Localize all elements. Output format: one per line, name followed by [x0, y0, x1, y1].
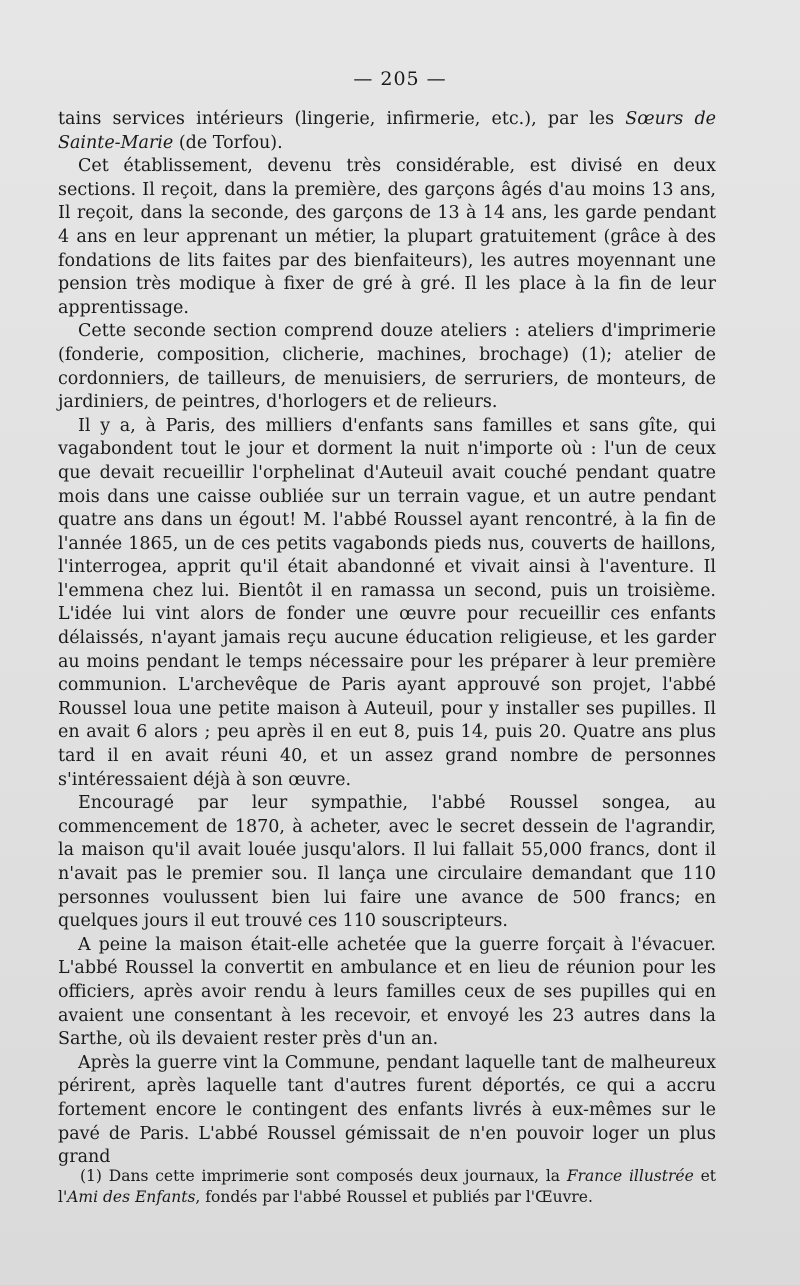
paragraph-2-text: Cet établissement, devenu très considérable, est divisé en deux sections. Il reçoit, dans la première, des garçons âgés d'au moins 13 ans, Il reçoit, dans la seconde, des garçons de 13 à 14 ans, les garde pendant 4 ans en leur apprenant un métier, la plupart gratuitement (grâce à des fondations de lits faites par des bienfaiteurs), les autres moyennant une pension très modique à fixer de gré à gré. Il les place à la fin de leur apprentissage.: [58, 156, 716, 318]
body-text: [58, 108, 716, 1170]
footnote-text-a: (1) Dans cette imprimerie sont composés deux journaux, la: [80, 1167, 567, 1185]
paragraph-6-text: A peine la maison était-elle achetée que la guerre forçait à l'évacuer. L'abbé Roussel la convertit en ambulance et en lieu de réunion pour les officiers, après avoir rendu à leurs familles ceux de ses pupilles qui en avaient une consentant à les recevoir, et envoyé les 23 autres dans la Sarthe, où ils devaient rester près d'un an.: [58, 934, 716, 1050]
paragraph-7: [58, 1052, 716, 1170]
paragraph-3-text: Cette seconde section comprend douze ateliers : ateliers d'imprimerie (fonderie, composition, clicherie, machines, brochage) (1); atelier de cordonniers, de tailleurs, de menuisiers, de serruriers, de monteurs, de jardiniers, de peintres, d'horlogers et de relieurs.: [58, 321, 716, 413]
paragraph-4-text: Il y a, à Paris, des milliers d'enfants sans familles et sans gîte, qui vagabondent tout le jour et dorment la nuit n'importe où : l'un de ceux que devait recueillir l'orphelinat d'Auteuil avait couché pendant quatre mois dans une caisse oubliée sur un terrain vague, et un autre pendant quatre ans dans un égout! M. l'abbé Roussel ayant rencontré, à la fin de l'année 1865, un de ces petits vagabonds pieds nus, couverts de haillons, l'interrogea, apprit qu'il était abandonné et vivait ainsi à l'aventure. Il l'emmena chez lui. Bientôt il en ramassa un second, puis un troisième. L'idée lui vint alors de fonder une œuvre pour recueillir ces enfants délaissés, n'ayant jamais reçu aucune éducation religieuse, et les garder au moins pendant le temps nécessaire pour les préparer à leur première communion. L'archevêque de Paris ayant approuvé son projet, l'abbé Roussel loua une petite maison à Auteuil, pour y installer ses pupilles. Il en avait 6 alors ; peu après il en eut 8, puis 14, puis 20. Quatre ans plus tard il en avait réuni 40, et un assez grand nombre de personnes s'intéressaient déjà à son œuvre.: [58, 415, 716, 790]
footnote-italic-ami-des-enfants: Ami des Enfants: [67, 1188, 196, 1206]
paragraph-2: [58, 155, 716, 320]
paragraph-1-text-a: tains services intérieurs (lingerie, infirmerie, etc.), par les: [58, 109, 626, 129]
footnote-text-b: et l': [58, 1167, 716, 1206]
footnote-paragraph: [58, 1166, 716, 1208]
paragraph-1-text-b: (de Torfou).: [173, 132, 283, 153]
paragraph-5: [58, 792, 716, 934]
paragraph-4: [58, 415, 716, 793]
page-number: — 205 —: [353, 68, 447, 90]
paragraph-6: [58, 934, 716, 1052]
footnote: [58, 1166, 716, 1208]
footnote-text-c: , fondés par l'abbé Roussel et publiés par l'Œuvre.: [195, 1188, 593, 1206]
paragraph-1-italic-soeurs: Sœurs de Sainte-Marie: [58, 109, 717, 153]
paragraph-1: [58, 108, 716, 155]
paragraph-3: [58, 320, 716, 414]
paragraph-7-text: Après la guerre vint la Commune, pendant laquelle tant de malheureux périrent, après laquelle tant d'autres furent déportés, ce qui a accru fortement encore le contingent des enfants livrés à eux-mêmes sur le pavé de Paris. L'abbé Roussel gémissait de n'en pouvoir loger un plus grand: [58, 1052, 716, 1168]
paragraph-5-text: Encouragé par leur sympathie, l'abbé Roussel songea, au commencement de 1870, à acheter, avec le secret dessein de l'agrandir, la maison qu'il avait louée jusqu'alors. Il lui fallait 55,000 francs, dont il n'avait pas le premier sou. Il lança une circulaire demandant que 110 personnes voulussent bien lui faire une avance de 500 francs; en quelques jours il eut trouvé ces 110 souscripteurs.: [58, 793, 716, 932]
footnote-italic-france-illustree: France illustrée: [566, 1167, 694, 1185]
